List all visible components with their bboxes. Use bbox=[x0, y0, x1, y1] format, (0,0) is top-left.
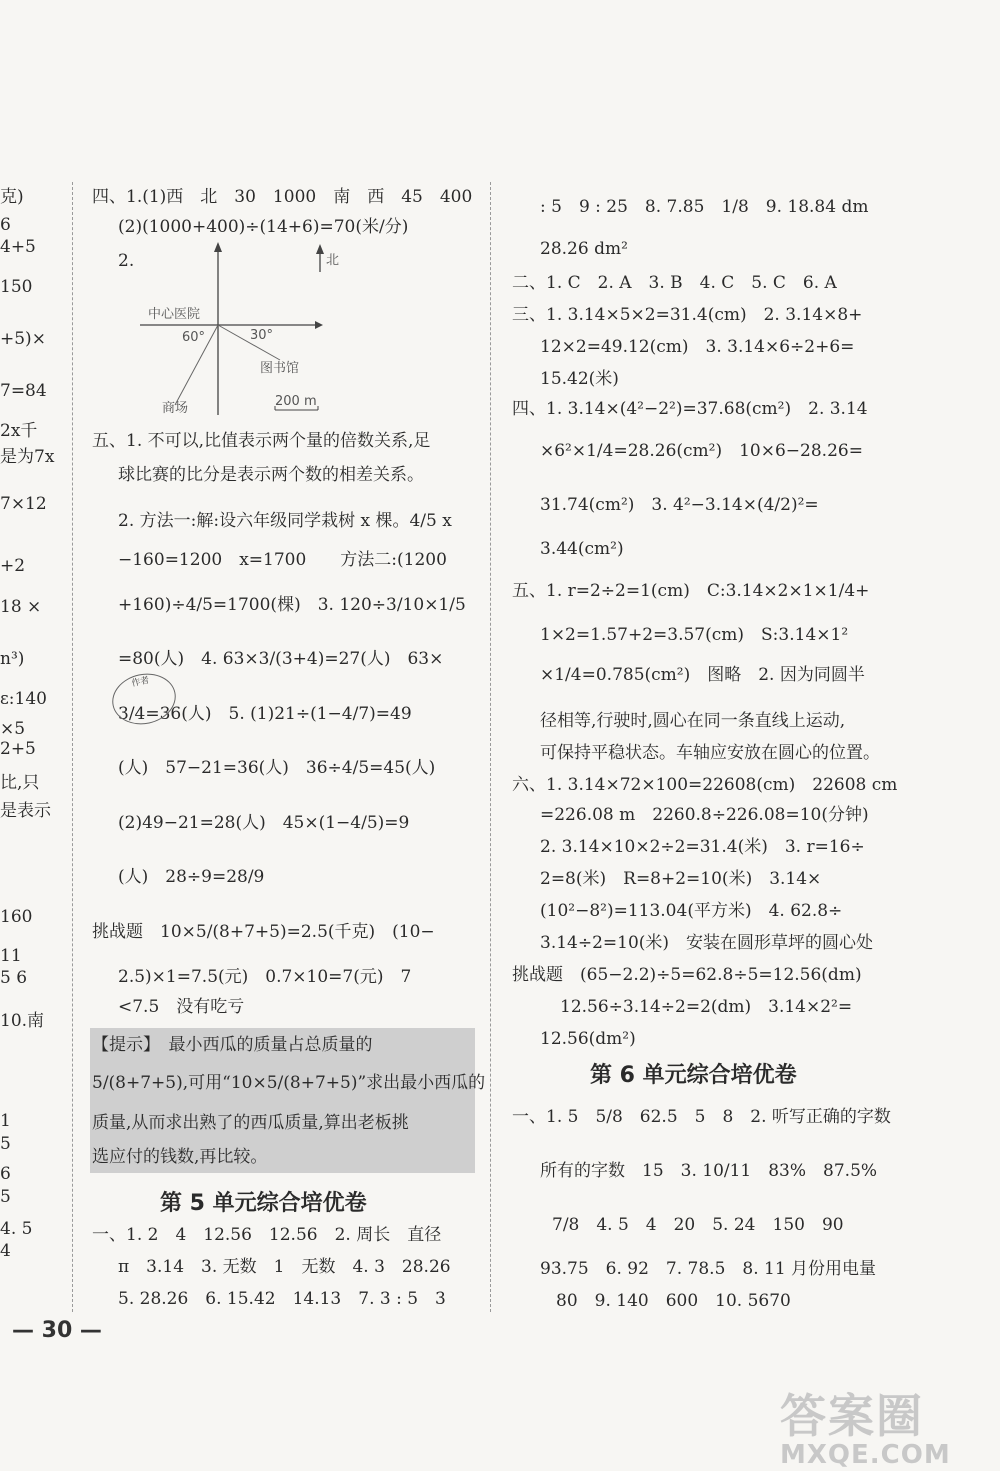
answer-line: 15.42(米) bbox=[540, 369, 619, 389]
answer-line: 2.5)×1=7.5(元) 0.7×10=7(元) 7 bbox=[118, 967, 412, 987]
left-text-fragment: 4 bbox=[0, 1241, 11, 1261]
answer-line: (2)(1000+400)÷(14+6)=70(米/分) bbox=[118, 217, 409, 237]
answer-line: 一、1. 2 4 12.56 12.56 2. 周长 直径 bbox=[92, 1225, 442, 1245]
answer-line: 所有的字数 15 3. 10/11 83% 87.5% bbox=[540, 1161, 878, 1181]
answer-line: 2. 方法一:解:设六年级同学栽树 x 棵。4/5 x bbox=[118, 511, 452, 531]
unit6-title: 第 6 单元综合培优卷 bbox=[590, 1063, 797, 1088]
answer-line: 5/(8+7+5),可用“10×5/(8+7+5)”求出最小西瓜的 bbox=[92, 1073, 486, 1093]
answer-line: 一、1. 5 5/8 62.5 5 8 2. 听写正确的字数 bbox=[512, 1107, 891, 1127]
left-text-fragment: 4. 5 bbox=[0, 1219, 33, 1239]
answer-line: 挑战题 (65−2.2)÷5=62.8÷5=12.56(dm) bbox=[512, 965, 862, 985]
answer-line: (人) 28÷9=28/9 bbox=[118, 867, 265, 887]
left-text-fragment: 4+5 bbox=[0, 237, 36, 257]
answer-line: 五、1. 不可以,比值表示两个量的倍数关系,足 bbox=[92, 431, 431, 451]
answer-line: 六、1. 3.14×72×100=22608(cm) 22608 cm bbox=[512, 775, 898, 795]
page-number: — 30 — bbox=[12, 1318, 102, 1343]
answer-line: 80 9. 140 600 10. 5670 bbox=[556, 1291, 791, 1311]
answer-line: 可保持平稳状态。车轴应安放在圆心的位置。 bbox=[540, 743, 880, 763]
left-text-fragment: 5 bbox=[0, 1134, 11, 1154]
answer-line: 五、1. r=2÷2=1(cm) C:3.14×2×1×1/4+ bbox=[512, 581, 870, 601]
left-text-fragment: 10.南 bbox=[0, 1011, 45, 1031]
answer-line: (2)49−21=28(人) 45×(1−4/5)=9 bbox=[118, 813, 410, 833]
answer-line: =80(人) 4. 63×3/(3+4)=27(人) 63× bbox=[118, 649, 444, 669]
left-text-fragment: ×5 bbox=[0, 719, 26, 739]
answer-line: 2=8(米) R=8+2=10(米) 3.14× bbox=[540, 869, 822, 889]
answer-line: 四、1.(1)西 北 30 1000 南 西 45 400 bbox=[92, 187, 473, 207]
answer-line: 三、1. 3.14×5×2=31.4(cm) 2. 3.14×8+ bbox=[512, 305, 863, 325]
answer-line: 93.75 6. 92 7. 78.5 8. 11 月份用电量 bbox=[540, 1259, 877, 1279]
left-text-fragment: 6 bbox=[0, 1164, 11, 1184]
answer-line: 3.44(cm²) bbox=[540, 539, 624, 559]
answer-line: 3/4=36(人) 5. (1)21÷(1−4/7)=49 bbox=[118, 704, 412, 724]
watermark-logo bbox=[780, 1380, 990, 1470]
unit5-title: 第 5 单元综合培优卷 bbox=[160, 1191, 367, 1216]
answer-line: 28.26 dm² bbox=[540, 239, 628, 259]
left-text-fragment: +2 bbox=[0, 556, 26, 576]
answer-line: 2. bbox=[118, 251, 135, 271]
left-text-fragment: 是为7x bbox=[0, 447, 55, 467]
answer-line: 12×2=49.12(cm) 3. 3.14×6÷2+6= bbox=[540, 337, 855, 357]
left-text-fragment: 克) bbox=[0, 187, 24, 207]
answer-line: 径相等,行驶时,圆心在同一条直线上运动, bbox=[540, 711, 846, 731]
answer-line: ×6²×1/4=28.26(cm²) 10×6−28.26= bbox=[540, 441, 863, 461]
left-text-fragment: 是表示 bbox=[0, 801, 51, 821]
market-label: 商场 bbox=[162, 401, 189, 416]
answer-line: 挑战题 10×5/(8+7+5)=2.5(千克) (10− bbox=[92, 922, 435, 942]
left-text-fragment: 5 6 bbox=[0, 968, 28, 988]
left-text-fragment: 160 bbox=[0, 907, 33, 927]
answer-line: <7.5 没有吃亏 bbox=[118, 997, 245, 1017]
answer-line: 5. 28.26 6. 15.42 14.13 7. 3 : 5 3 bbox=[118, 1289, 446, 1309]
left-text-fragment: ɛ:140 bbox=[0, 689, 47, 709]
answer-line: 1×2=1.57+2=3.57(cm) S:3.14×1² bbox=[540, 625, 849, 645]
left-text-fragment: 150 bbox=[0, 277, 33, 297]
scale-label: 200 m bbox=[275, 394, 317, 409]
left-text-fragment: 2+5 bbox=[0, 739, 36, 759]
left-text-fragment: 11 bbox=[0, 946, 22, 966]
answer-line: 7/8 4. 5 4 20 5. 24 150 90 bbox=[552, 1215, 844, 1235]
answer-line: 二、1. C 2. A 3. B 4. C 5. C 6. A bbox=[512, 273, 837, 293]
answer-line: ×1/4=0.785(cm²) 图略 2. 因为同圆半 bbox=[540, 665, 865, 685]
answer-line: 四、1. 3.14×(4²−2²)=37.68(cm²) 2. 3.14 bbox=[512, 399, 868, 419]
answer-line: 质量,从而求出熟了的西瓜质量,算出老板挑 bbox=[92, 1113, 409, 1133]
left-text-fragment: 7=84 bbox=[0, 381, 47, 401]
left-text-fragment: 1 bbox=[0, 1111, 11, 1131]
north-label: 北 bbox=[326, 253, 340, 268]
library-label: 图书馆 bbox=[260, 361, 300, 376]
watermark-bottom: MXQE.COM bbox=[780, 1440, 951, 1470]
answer-line: +160)÷4/5=1700(棵) 3. 120÷3/10×1/5 bbox=[118, 595, 466, 615]
left-text-fragment: 6 bbox=[0, 215, 11, 235]
answer-line: 2. 3.14×10×2÷2=31.4(米) 3. r=16÷ bbox=[540, 837, 865, 857]
left-text-fragment: n³) bbox=[0, 649, 25, 669]
left-text-fragment: 比,只 bbox=[0, 773, 40, 793]
answer-line: π 3.14 3. 无数 1 无数 4. 3 28.26 bbox=[118, 1257, 451, 1277]
answer-line: 球比赛的比分是表示两个数的相差关系。 bbox=[118, 465, 424, 485]
angle-right-label: 30° bbox=[250, 328, 274, 343]
handwritten-stamp: 作者 bbox=[108, 668, 181, 730]
answer-line: (10²−8²)=113.04(平方米) 4. 62.8÷ bbox=[540, 901, 843, 921]
left-text-fragment: 7×12 bbox=[0, 494, 47, 514]
answer-line: (人) 57−21=36(人) 36÷4/5=45(人) bbox=[118, 758, 436, 778]
answer-line: 3.14÷2=10(米) 安装在圆形草坪的圆心处 bbox=[540, 933, 874, 953]
answer-line: 12.56÷3.14÷2=2(dm) 3.14×2²= bbox=[560, 997, 853, 1017]
answer-line: : 5 9 : 25 8. 7.85 1/8 9. 18.84 dm bbox=[540, 197, 869, 217]
left-text-fragment: 2x千 bbox=[0, 421, 38, 441]
hospital-label: 中心医院 bbox=[148, 307, 201, 322]
angle-left-label: 60° bbox=[182, 330, 206, 345]
left-text-fragment: 18 × bbox=[0, 597, 42, 617]
answer-line: 【提示】 最小西瓜的质量占总质量的 bbox=[92, 1035, 373, 1055]
left-text-fragment: +5)× bbox=[0, 329, 46, 349]
answer-line: =226.08 m 2260.8÷226.08=10(分钟) bbox=[540, 805, 869, 825]
answer-line: −160=1200 x=1700 方法二:(1200 bbox=[118, 550, 447, 570]
watermark-top: 答案圈 bbox=[780, 1389, 924, 1443]
answer-line: 12.56(dm²) bbox=[540, 1029, 636, 1049]
answer-line: 选应付的钱数,再比较。 bbox=[92, 1147, 268, 1167]
answer-line: 31.74(cm²) 3. 4²−3.14×(4/2)²= bbox=[540, 495, 819, 515]
left-text-fragment: 5 bbox=[0, 1187, 11, 1207]
